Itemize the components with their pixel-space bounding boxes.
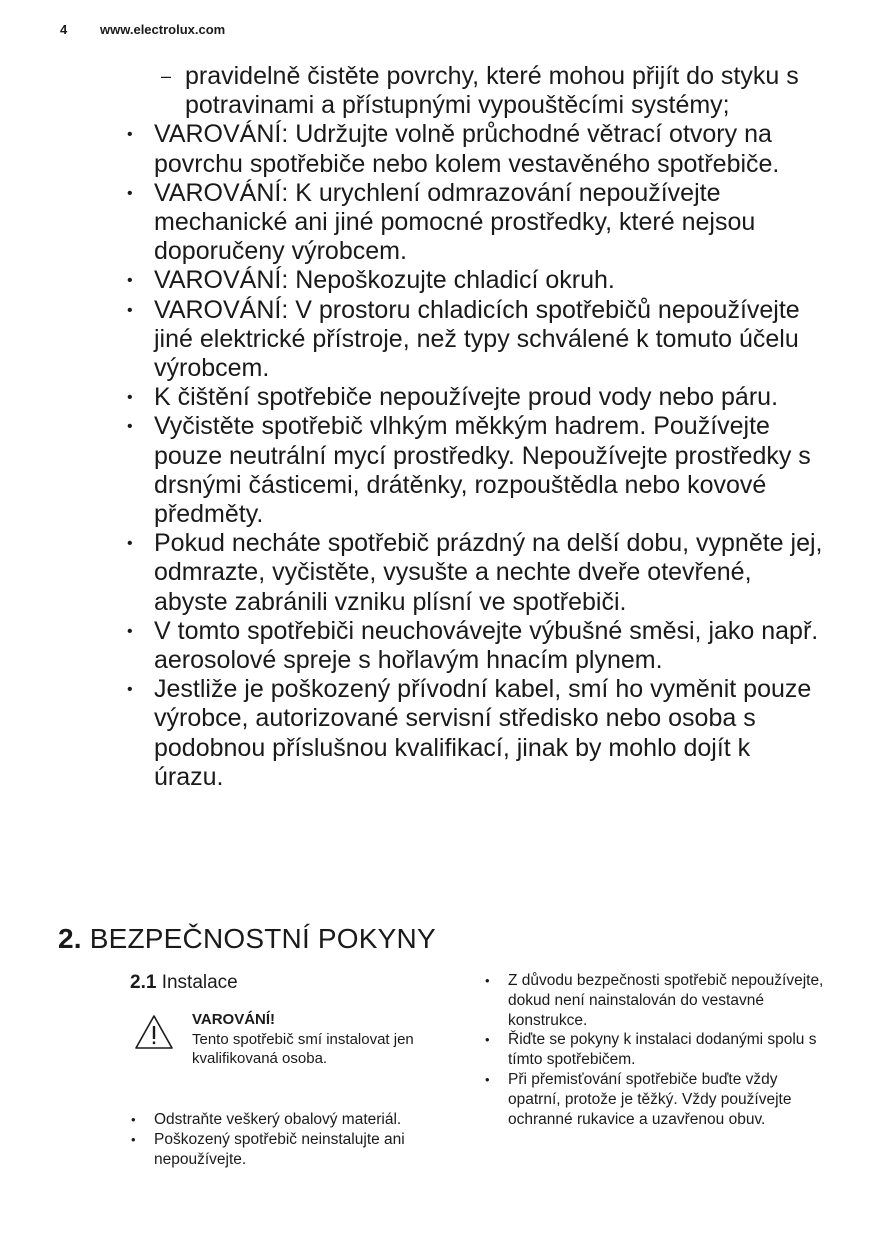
list-item: • V tomto spotřebiči neuchovávejte výbušné směsi, jako např. aerosolové spreje s hořlavým hnacím plynem. bbox=[125, 617, 825, 675]
list-item: • Jestliže je poškozený přívodní kabel, smí ho vyměnit pouze výrobce, autorizované servisní středisko nebo osoba s podobnou příslušnou kvalifikací, jinak by mohlo dojít k úrazu. bbox=[125, 675, 825, 792]
list-item: • Řiďte se pokyny k instalaci dodanými spolu s tímto spotřebičem. bbox=[484, 1030, 824, 1070]
list-item: • VAROVÁNÍ: Udržujte volně průchodné větrací otvory na povrchu spotřebiče nebo kolem vestavěného spotřebiče. bbox=[125, 120, 825, 178]
left-column bbox=[130, 970, 460, 1169]
subsection-title: Instalace bbox=[161, 972, 238, 993]
list-item: • Poškozený spotřebič neinstalujte ani nepoužívejte. bbox=[130, 1130, 460, 1170]
list-item: • Při přemisťování spotřebiče buďte vždy opatrní, protože je těžký. Vždy používejte ochranné rukavice a uzavřenou obuv. bbox=[484, 1070, 824, 1129]
section-heading bbox=[58, 922, 436, 956]
list-item: • VAROVÁNÍ: K urychlení odmrazování nepoužívejte mechanické ani jiné pomocné prostředky, které nejsou doporučeny výrobcem. bbox=[125, 179, 825, 267]
warning-box bbox=[130, 1010, 460, 1092]
list-item: • Vyčistěte spotřebič vlhkým měkkým hadrem. Používejte pouze neutrální mycí prostředky. Nepoužívejte prostředky s drsnými částicemi, drátěnky, rozpouštědla nebo kovové předměty. bbox=[125, 412, 825, 529]
list-item: – pravidelně čistěte povrchy, které mohou přijít do styku s potravinami a přístupnými vypouštěcími systémy; bbox=[125, 62, 825, 120]
page-header bbox=[60, 22, 225, 37]
list-item: • Odstraňte veškerý obalový materiál. bbox=[130, 1110, 460, 1130]
subsection-heading bbox=[130, 970, 460, 996]
section-title: BEZPEČNOSTNÍ POKYNY bbox=[89, 923, 436, 954]
site-url: www.electrolux.com bbox=[100, 22, 226, 37]
subsection-number: 2.1 bbox=[130, 972, 157, 993]
list-item: • K čištění spotřebiče nepoužívejte proud vody nebo páru. bbox=[125, 383, 825, 412]
right-column bbox=[484, 971, 824, 1129]
list-item: • Z důvodu bezpečnosti spotřebič nepoužívejte, dokud není nainstalován do vestavné konstrukce. bbox=[484, 971, 824, 1030]
section-number: 2. bbox=[58, 923, 82, 954]
page-number: 4 bbox=[60, 22, 68, 37]
warning-title: VAROVÁNÍ! bbox=[192, 1011, 276, 1028]
warning-text: Tento spotřebič smí instalovat jen kvalifikovaná osoba. bbox=[192, 1030, 414, 1068]
list-item: • VAROVÁNÍ: V prostoru chladicích spotřebičů nepoužívejte jiné elektrické přístroje, než typy schválené k tomuto účelu výrobcem. bbox=[125, 296, 825, 384]
list-item: • Pokud necháte spotřebič prázdný na delší dobu, vypněte jej, odmrazte, vyčistěte, vysušte a nechte dveře otevřené, abyste zabránili vzniku plísní ve spotřebiči. bbox=[125, 529, 825, 617]
warning-triangle-icon bbox=[134, 1014, 174, 1050]
intro-safety-list bbox=[125, 62, 825, 792]
list-item: • VAROVÁNÍ: Nepoškozujte chladicí okruh. bbox=[125, 266, 825, 295]
